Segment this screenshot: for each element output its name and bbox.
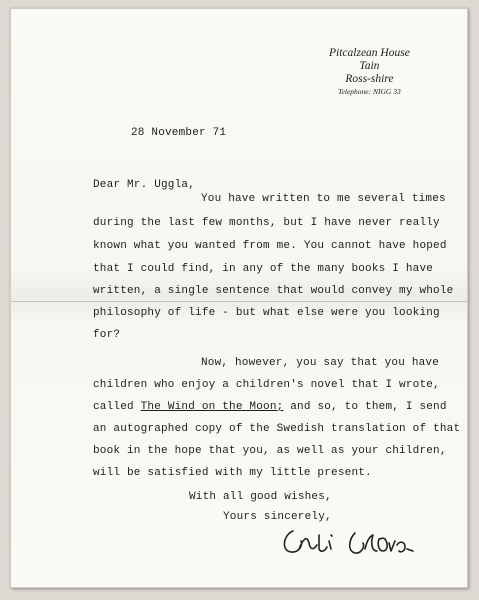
body-line: You have written to me several times [201,193,446,205]
letterhead-county: Ross-shire [345,73,394,85]
letterhead-telephone: Telephone: NIGG 33 [338,87,401,96]
closing-wishes: With all good wishes, [189,491,332,503]
body-line: during the last few months, but I have never really [93,217,440,229]
handwritten-signature [279,521,439,561]
body-text: and so, to them, I send [283,401,447,413]
letter-date: 28 November 71 [131,127,227,139]
body-line: written, a single sentence that would convey my whole [93,285,454,297]
body-line: philosophy of life - but what else were you looking [93,307,440,319]
page-fold-line [11,301,467,302]
body-line: book in the hope that you, as well as your children, [93,445,447,457]
body-text: called [93,401,141,413]
body-line: known what you wanted from me. You cannot have hoped [93,240,447,252]
body-line: for? [93,329,121,341]
letterhead [329,47,410,97]
book-title: The Wind on the Moon; [140,401,284,413]
body-line: will be satisfied with my little present. [93,467,372,479]
body-line: Now, however, you say that you have [201,357,440,369]
salutation: Dear Mr. Uggla, [93,179,196,191]
letterhead-house: Pitcalzean House [329,47,410,59]
body-line: an autographed copy of the Swedish translation of that [93,423,461,435]
body-line: children who enjoy a children's novel that I wrote, [93,379,440,391]
closing-sign-off: Yours sincerely, [223,511,332,523]
body-line: that I could find, in any of the many books I have [93,263,434,275]
letter-page [10,8,468,588]
letterhead-town: Tain [359,60,380,72]
body-line [93,401,447,413]
